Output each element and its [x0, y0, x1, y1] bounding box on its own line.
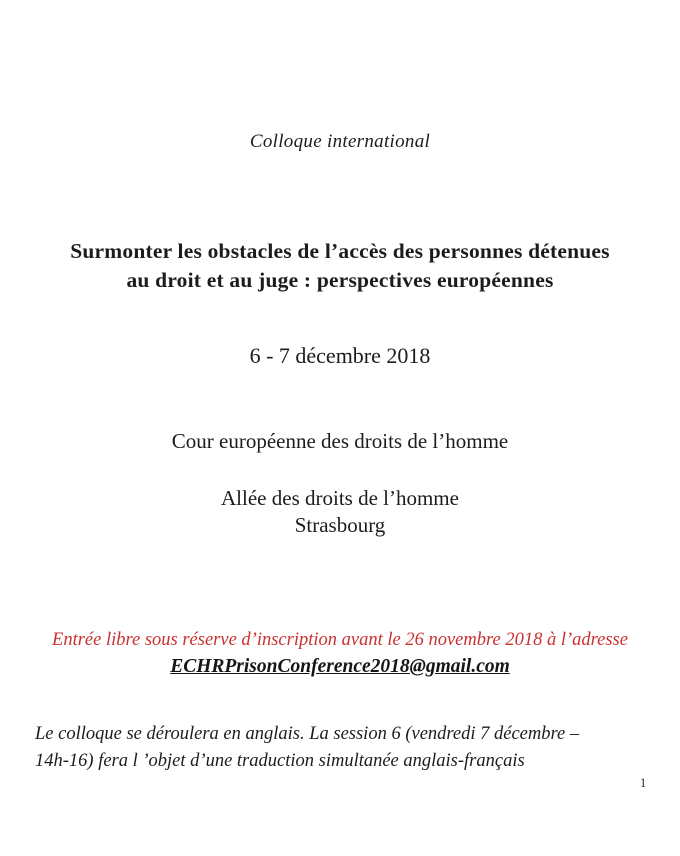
- document-subtitle: Colloque international: [249, 131, 431, 152]
- event-address-line1: Allée des droits de l’homme: [221, 486, 459, 510]
- document-title-line1: Surmonter les obstacles de l’accès des personnes détenues: [70, 239, 610, 263]
- registration-email-link[interactable]: ECHRPrisonConference2018@gmail.com: [170, 656, 510, 677]
- language-note-line1: Le colloque se déroulera en anglais. La session 6 (vendredi 7 décembre –: [35, 724, 580, 744]
- event-address: [0, 485, 680, 539]
- registration-notice: [0, 627, 680, 680]
- language-note: [35, 721, 625, 775]
- event-address-line2: Strasbourg: [294, 513, 386, 537]
- language-note-line2: 14h-16) fera l ’objet d’une traduction simultanée anglais-français: [35, 751, 525, 771]
- document-title-line2: au droit et au juge : perspectives européennes: [126, 268, 554, 292]
- registration-notice-text: Entrée libre sous réserve d’inscription avant le 26 novembre 2018 à l’adresse: [52, 630, 628, 650]
- event-venue: Cour européenne des droits de l’homme: [171, 429, 509, 453]
- page-number: 1: [640, 776, 647, 790]
- event-date: 6 - 7 décembre 2018: [249, 343, 431, 368]
- document-title: [0, 237, 680, 295]
